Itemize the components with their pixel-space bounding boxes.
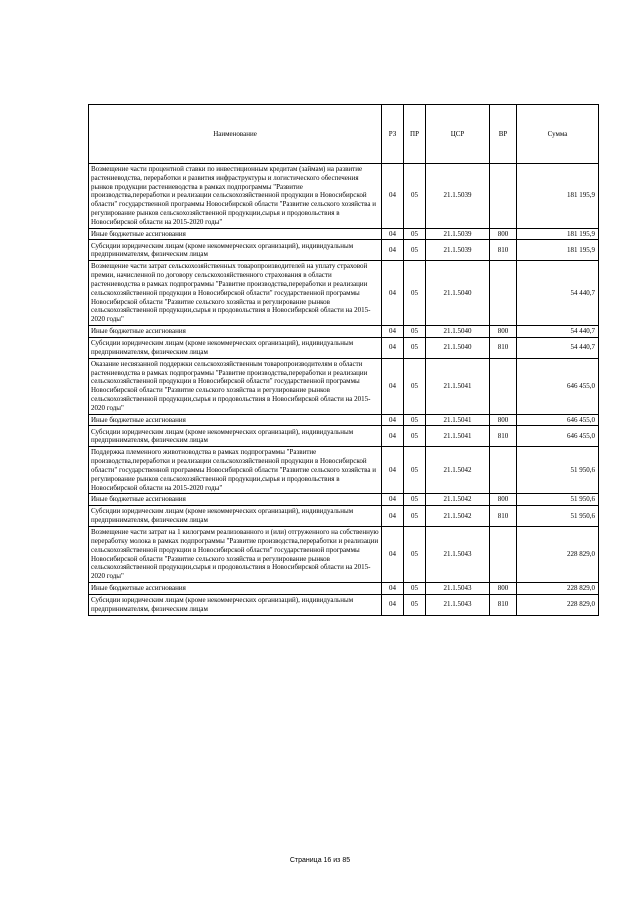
page-number: Страница 16 из 85 xyxy=(289,857,351,864)
cell-name: Субсидии юридическим лицам (кроме некоммерческих организаций), индивидуальным предпринимателям, физическим лицам xyxy=(89,506,382,527)
cell-csr: 21.1.5043 xyxy=(426,527,490,583)
cell-csr: 21.1.5043 xyxy=(426,582,490,594)
header-name: Наименование xyxy=(89,105,382,164)
cell-vr: 810 xyxy=(490,506,517,527)
table-row xyxy=(89,527,599,583)
cell-name: Субсидии юридическим лицам (кроме некоммерческих организаций), индивидуальным предпринимателям, физическим лицам xyxy=(89,594,382,615)
header-rz: РЗ xyxy=(382,105,404,164)
cell-name: Иные бюджетные ассигнования xyxy=(89,325,382,337)
cell-csr: 21.1.5042 xyxy=(426,447,490,494)
cell-rz: 04 xyxy=(382,414,404,426)
cell-name: Иные бюджетные ассигнования xyxy=(89,582,382,594)
cell-vr xyxy=(490,358,517,414)
table-row xyxy=(89,337,599,358)
cell-rz: 04 xyxy=(382,164,404,229)
cell-vr: 800 xyxy=(490,494,517,506)
table-row xyxy=(89,447,599,494)
cell-csr: 21.1.5040 xyxy=(426,325,490,337)
cell-pr: 05 xyxy=(404,447,426,494)
cell-vr xyxy=(490,447,517,494)
cell-vr xyxy=(490,261,517,326)
cell-pr: 05 xyxy=(404,164,426,229)
cell-pr: 05 xyxy=(404,527,426,583)
cell-pr: 05 xyxy=(404,582,426,594)
cell-vr: 800 xyxy=(490,325,517,337)
cell-csr: 21.1.5039 xyxy=(426,228,490,240)
cell-vr: 800 xyxy=(490,414,517,426)
header-sum: Сумма xyxy=(517,105,599,164)
cell-rz: 04 xyxy=(382,506,404,527)
cell-sum: 646 455,0 xyxy=(517,426,599,447)
table-row xyxy=(89,494,599,506)
cell-name: Иные бюджетные ассигнования xyxy=(89,494,382,506)
cell-pr: 05 xyxy=(404,358,426,414)
cell-csr: 21.1.5043 xyxy=(426,594,490,615)
cell-rz: 04 xyxy=(382,325,404,337)
header-csr: ЦСР xyxy=(426,105,490,164)
table-body xyxy=(89,164,599,616)
cell-vr xyxy=(490,527,517,583)
cell-pr: 05 xyxy=(404,228,426,240)
header-pr: ПР xyxy=(404,105,426,164)
table-row xyxy=(89,325,599,337)
table-row xyxy=(89,164,599,229)
cell-sum: 228 829,0 xyxy=(517,594,599,615)
table-row xyxy=(89,240,599,261)
cell-name: Субсидии юридическим лицам (кроме некоммерческих организаций), индивидуальным предпринимателям, физическим лицам xyxy=(89,337,382,358)
cell-name: Возмещение части процентной ставки по инвестиционным кредитам (займам) на развитие растениеводства, переработки и развития инфраструктуры и логистического обеспечения рынков продукции растениеводства в рамках подпрограммы "Развитие производства,переработки и реализации сельскохозяйственной продукции в Новосибирской области" государственной программы Новосибирской области "Развитие сельского хозяйства и регулирование рынков сельскохозяйственной продукции,сырья и продовольствия в Новосибирской области на 2015-2020 годы" xyxy=(89,164,382,229)
cell-sum: 51 950,6 xyxy=(517,506,599,527)
cell-pr: 05 xyxy=(404,494,426,506)
cell-name: Иные бюджетные ассигнования xyxy=(89,228,382,240)
cell-sum: 54 440,7 xyxy=(517,337,599,358)
cell-pr: 05 xyxy=(404,426,426,447)
cell-name: Субсидии юридическим лицам (кроме некоммерческих организаций), индивидуальным предпринимателям, физическим лицам xyxy=(89,240,382,261)
cell-vr: 810 xyxy=(490,240,517,261)
cell-csr: 21.1.5042 xyxy=(426,494,490,506)
cell-rz: 04 xyxy=(382,594,404,615)
cell-rz: 04 xyxy=(382,582,404,594)
cell-sum: 181 195,9 xyxy=(517,228,599,240)
cell-pr: 05 xyxy=(404,506,426,527)
cell-sum: 228 829,0 xyxy=(517,527,599,583)
cell-rz: 04 xyxy=(382,240,404,261)
table-row xyxy=(89,414,599,426)
cell-sum: 228 829,0 xyxy=(517,582,599,594)
cell-sum: 54 440,7 xyxy=(517,325,599,337)
cell-rz: 04 xyxy=(382,447,404,494)
cell-vr: 810 xyxy=(490,337,517,358)
cell-pr: 05 xyxy=(404,261,426,326)
cell-rz: 04 xyxy=(382,261,404,326)
cell-sum: 51 950,6 xyxy=(517,447,599,494)
cell-name: Поддержка племенного животноводства в рамках подпрограммы "Развитие производства,переработки и реализации сельскохозяйственной продукции в Новосибирской области" государственной программы Новосибирской области "Развитие сельского хозяйства и регулирование рынков сельскохозяйственной продукции,сырья и продовольствия в Новосибирской области на 2015-2020 годы" xyxy=(89,447,382,494)
cell-csr: 21.1.5042 xyxy=(426,506,490,527)
budget-table xyxy=(88,104,599,616)
cell-pr: 05 xyxy=(404,414,426,426)
cell-csr: 21.1.5039 xyxy=(426,164,490,229)
cell-csr: 21.1.5041 xyxy=(426,426,490,447)
table-header-row xyxy=(89,105,599,164)
cell-csr: 21.1.5039 xyxy=(426,240,490,261)
table-row xyxy=(89,582,599,594)
cell-sum: 646 455,0 xyxy=(517,414,599,426)
cell-pr: 05 xyxy=(404,240,426,261)
cell-rz: 04 xyxy=(382,337,404,358)
header-vr: ВР xyxy=(490,105,517,164)
cell-csr: 21.1.5040 xyxy=(426,337,490,358)
cell-rz: 04 xyxy=(382,358,404,414)
cell-name: Оказание несвязанной поддержки сельскохозяйственным товаропроизводителям в области растениеводства в рамках подпрограммы "Развитие производства,переработки и реализации сельскохозяйственной продукции в Новосибирской области" государственной программы Новосибирской области "Развитие сельского хозяйства и регулирование рынков сельскохозяйственной продукции,сырья и продовольствия в Новосибирской области на 2015-2020 годы" xyxy=(89,358,382,414)
cell-vr xyxy=(490,164,517,229)
cell-sum: 181 195,9 xyxy=(517,164,599,229)
cell-vr: 810 xyxy=(490,426,517,447)
cell-pr: 05 xyxy=(404,337,426,358)
table-row xyxy=(89,358,599,414)
cell-sum: 646 455,0 xyxy=(517,358,599,414)
cell-rz: 04 xyxy=(382,494,404,506)
cell-vr: 810 xyxy=(490,594,517,615)
cell-vr: 800 xyxy=(490,228,517,240)
cell-rz: 04 xyxy=(382,228,404,240)
table-row xyxy=(89,506,599,527)
cell-sum: 181 195,9 xyxy=(517,240,599,261)
table-row xyxy=(89,228,599,240)
cell-sum: 54 440,7 xyxy=(517,261,599,326)
cell-csr: 21.1.5041 xyxy=(426,414,490,426)
cell-pr: 05 xyxy=(404,594,426,615)
table-row xyxy=(89,426,599,447)
cell-sum: 51 950,6 xyxy=(517,494,599,506)
cell-csr: 21.1.5040 xyxy=(426,261,490,326)
cell-name: Возмещение части затрат на 1 килограмм реализованного и (или) отгруженного на собственную переработку молока в рамках подпрограммы "Развитие производства,переработки и реализации сельскохозяйственной продукции в Новосибирской области" государственной программы Новосибирской области "Развитие сельского хозяйства и регулирование рынков сельскохозяйственной продукции,сырья и продовольствия в Новосибирской области на 2015-2020 годы" xyxy=(89,527,382,583)
table-row xyxy=(89,261,599,326)
table-row xyxy=(89,594,599,615)
cell-name: Субсидии юридическим лицам (кроме некоммерческих организаций), индивидуальным предпринимателям, физическим лицам xyxy=(89,426,382,447)
cell-name: Иные бюджетные ассигнования xyxy=(89,414,382,426)
cell-rz: 04 xyxy=(382,527,404,583)
cell-pr: 05 xyxy=(404,325,426,337)
cell-vr: 800 xyxy=(490,582,517,594)
cell-csr: 21.1.5041 xyxy=(426,358,490,414)
cell-name: Возмещение части затрат сельскохозяйственных товаропроизводителей на уплату страховой премии, начисленной по договору сельскохозяйственного страхования в области растениеводства в рамках подпрограммы "Развитие производства,переработки и реализации сельскохозяйственной продукции в Новосибирской области" государственной программы Новосибирской области "Развитие сельского хозяйства и регулирование рынков сельскохозяйственной продукции,сырья и продовольствия в Новосибирской области на 2015-2020 годы" xyxy=(89,261,382,326)
cell-rz: 04 xyxy=(382,426,404,447)
